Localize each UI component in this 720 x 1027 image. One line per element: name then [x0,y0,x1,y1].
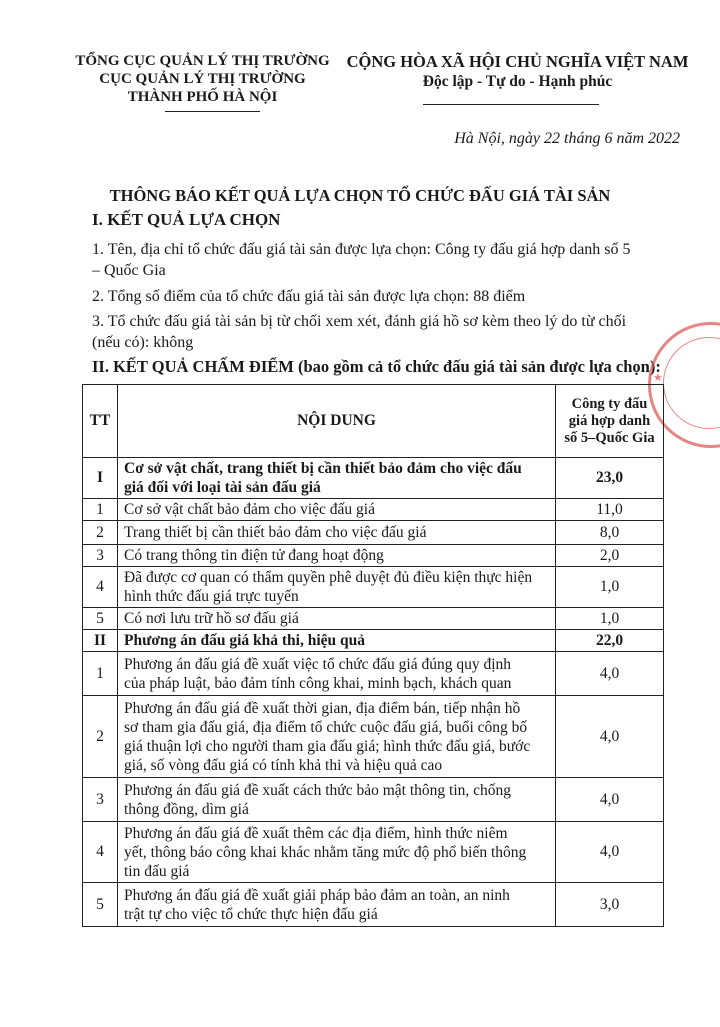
row-number: 5 [83,608,118,630]
row-score: 4,0 [556,822,664,883]
row-number: 2 [83,696,118,778]
agency-line: THÀNH PHỐ HÀ NỘI [127,89,278,105]
content-line: hình thức đấu giá trực tuyến [124,588,299,605]
agency-underline [165,111,260,112]
content-line: Đã được cơ quan có thẩm quyền phê duyệt đủ điều kiện thực hiện [124,569,533,586]
header-company [556,385,664,458]
row-content [118,630,556,652]
row-number: 4 [83,822,118,883]
row-score: 1,0 [556,567,664,608]
content-line: Cơ sở vật chất, trang thiết bị cần thiết bảo đảm cho việc đấu [124,460,522,477]
content-line: yết, thông báo công khai khác nhằm tăng mức độ phổ biến thông [124,843,527,861]
row-content [118,499,556,521]
row-score: 23,0 [556,458,664,499]
row-score: 8,0 [556,521,664,545]
row-number: 3 [83,545,118,567]
motto-underline [423,104,599,105]
content-line: trật tự cho việc tổ chức thực hiện đấu giá [124,905,378,923]
row-number: 4 [83,567,118,608]
row-content [118,521,556,545]
paragraph-line: (nếu có): không [92,334,194,351]
row-content [118,458,556,499]
header-content: NỘI DUNG [118,385,556,458]
header-company-line: Công ty đấu [571,395,648,412]
table-row [83,652,664,696]
table-row [83,608,664,630]
score-table [82,384,664,927]
section-2-heading: II. KẾT QUẢ CHẤM ĐIỂM (bao gồm cả tổ chức đấu giá tài sản được lựa chọn): [92,357,661,376]
row-content [118,883,556,927]
content-line: Có trang thông tin điện tử đang hoạt động [124,547,384,564]
content-line: giá thuận lợi cho người tham gia đấu giá; hình thức đấu giá, bước [124,737,531,755]
table-row [83,696,664,778]
table-row [83,499,664,521]
row-number: 1 [83,499,118,521]
table-body [83,458,664,927]
document-title: THÔNG BÁO KẾT QUẢ LỰA CHỌN TỔ CHỨC ĐẤU GIÁ TÀI SẢN [109,186,611,205]
row-content [118,696,556,778]
table-header-row [83,385,664,458]
header-company-line: giá hợp danh [568,412,651,429]
content-line: thông đồng, dìm giá [124,800,249,818]
row-content [118,545,556,567]
document-date: Hà Nội, ngày 22 tháng 6 năm 2022 [454,130,680,147]
content-line: sơ tham gia đấu giá, địa điểm tổ chức cuộc đấu giá, buổi công bố [124,718,528,736]
row-number: II [83,630,118,652]
table-row [83,545,664,567]
paragraph-2: 2. Tổng số điểm của tổ chức đấu giá tài sản được lựa chọn: 88 điểm [92,288,526,305]
table-row [83,630,664,652]
content-line: Cơ sở vật chất bảo đảm cho việc đấu giá [124,501,375,518]
content-line: Phương án đấu giá đề xuất thêm các địa điểm, hình thức niêm [124,824,508,842]
table-row [83,567,664,608]
row-number: 3 [83,778,118,822]
content-line: giá đối với loại tài sản đấu giá [124,479,321,496]
nation-name: CỘNG HÒA XÃ HỘI CHỦ NGHĨA VIỆT NAM [346,52,689,71]
row-score: 4,0 [556,696,664,778]
content-line: Phương án đấu giá đề xuất cách thức bảo mật thông tin, chống [124,781,512,799]
content-line: Phương án đấu giá khả thi, hiệu quả [124,632,366,649]
seal-inner-ring [663,337,720,429]
row-number: 5 [83,883,118,927]
row-content [118,652,556,696]
section-1-heading: I. KẾT QUẢ LỰA CHỌN [92,210,281,229]
seal-star-icon: ★ [653,372,663,384]
row-number: 2 [83,521,118,545]
row-score: 3,0 [556,883,664,927]
row-content [118,567,556,608]
row-number: I [83,458,118,499]
paragraph-3 [92,311,672,353]
row-content [118,822,556,883]
content-line: Trang thiết bị cần thiết bảo đảm cho việc đấu giá [124,524,427,541]
content-line: của pháp luật, bảo đảm tính công khai, minh bạch, khách quan [124,674,512,692]
content-line: Phương án đấu giá đề xuất việc tổ chức đấu giá đúng quy định [124,655,512,673]
content-line: giá, số vòng đấu giá có tính khả thi và hiệu quả cao [124,756,443,774]
content-line: Phương án đấu giá đề xuất giải pháp bảo đảm an toàn, an ninh [124,886,510,904]
table-row [83,458,664,499]
paragraph-line: 3. Tổ chức đấu giá tài sản bị từ chối xem xét, đánh giá hồ sơ kèm theo lý do từ chối [92,313,627,330]
content-line: tin đấu giá [124,862,190,880]
table-row [83,521,664,545]
row-score: 4,0 [556,652,664,696]
table-row [83,883,664,927]
row-score: 2,0 [556,545,664,567]
row-score: 11,0 [556,499,664,521]
header-company-line: số 5–Quốc Gia [564,429,655,446]
content-line: Phương án đấu giá đề xuất thời gian, địa điểm bán, tiếp nhận hồ [124,699,521,717]
agency-line: CỤC QUẢN LÝ THỊ TRƯỜNG [99,71,306,87]
row-score: 4,0 [556,778,664,822]
national-header [330,52,705,92]
paragraph-line: – Quốc Gia [92,262,166,279]
agency-line: TỔNG CỤC QUẢN LÝ THỊ TRƯỜNG [75,53,330,69]
table-row [83,778,664,822]
national-motto: Độc lập - Tự do - Hạnh phúc [422,73,613,90]
table-row [83,822,664,883]
row-score: 1,0 [556,608,664,630]
header-tt: TT [83,385,118,458]
content-line: Có nơi lưu trữ hồ sơ đấu giá [124,610,299,627]
row-score: 22,0 [556,630,664,652]
paragraph-1 [92,239,672,281]
row-content [118,608,556,630]
issuing-agency [60,52,345,106]
row-content [118,778,556,822]
row-number: 1 [83,652,118,696]
paragraph-line: 1. Tên, địa chỉ tổ chức đấu giá tài sản được lựa chọn: Công ty đấu giá hợp danh số 5 [92,241,631,258]
